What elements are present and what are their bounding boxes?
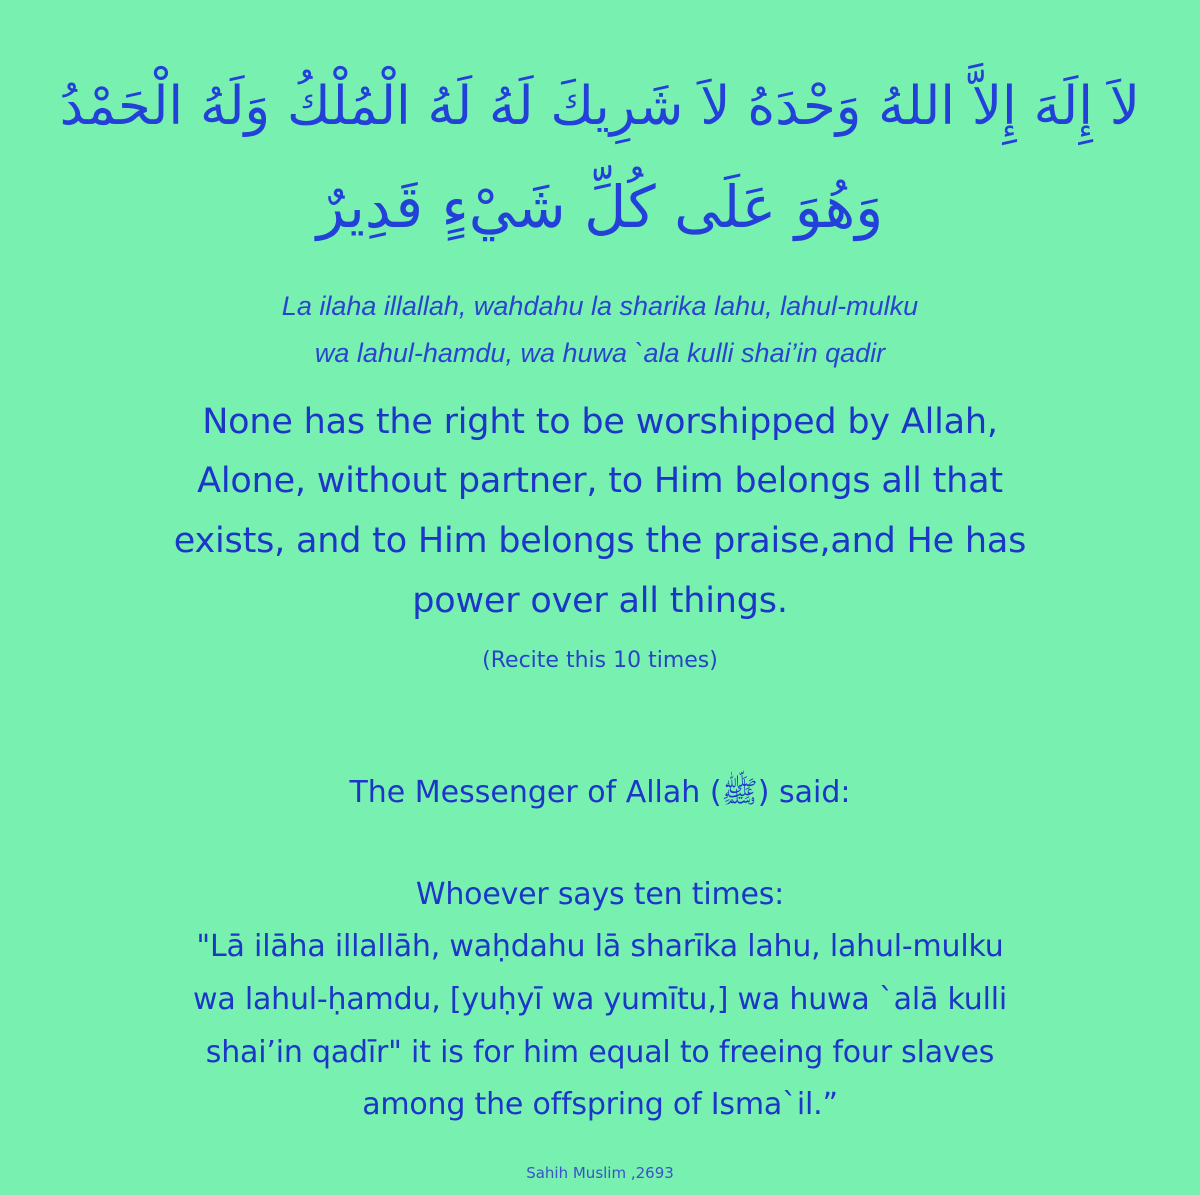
hadith-line-1: Whoever says ten times: — [415, 877, 785, 912]
hadith-line-5: among the offspring of Isma`il.” — [362, 1087, 838, 1122]
meaning-line-3: exists, and to Him belongs the praise,and He has — [173, 521, 1027, 561]
arabic-text-line-1: لاَ إِلَهَ إِلاَّ اللهُ وَحْدَهُ لاَ شَرِيكَ لَهُ لَهُ الْمُلْكُ وَلَهُ الْحَمْدُ — [59, 76, 1140, 137]
meaning-line-4: power over all things. — [412, 581, 788, 621]
transliteration-line-1: La ilaha illallah, wahdahu la sharika lahu, lahul-mulku — [281, 291, 919, 321]
source-citation: Sahih Muslim ,2693 — [526, 1164, 674, 1182]
arabic-text-line-2: وَهُوَ عَلَى كُلِّ شَيْءٍ قَدِيرٌ — [316, 173, 884, 241]
hadith-line-2: "Lā ilāha illallāh, waḥdahu lā sharīka lahu, lahul-mulku — [196, 929, 1004, 964]
meaning-line-1: None has the right to be worshipped by Allah, — [202, 402, 998, 442]
hadith-line-4: shai’in qadīr" it is for him equal to freeing four slaves — [205, 1035, 995, 1070]
messenger-said: The Messenger of Allah (ﷺ) said: — [349, 775, 851, 810]
meaning-line-2: Alone, without partner, to Him belongs all that — [197, 461, 1003, 501]
recite-note: (Recite this 10 times) — [482, 648, 718, 673]
transliteration-line-2: wa lahul-hamdu, wa huwa `ala kulli shai’in qadir — [314, 338, 886, 368]
hadith-line-3: wa lahul-ḥamdu, [yuḥyī wa yumītu,] wa huwa `alā kulli — [192, 982, 1007, 1017]
